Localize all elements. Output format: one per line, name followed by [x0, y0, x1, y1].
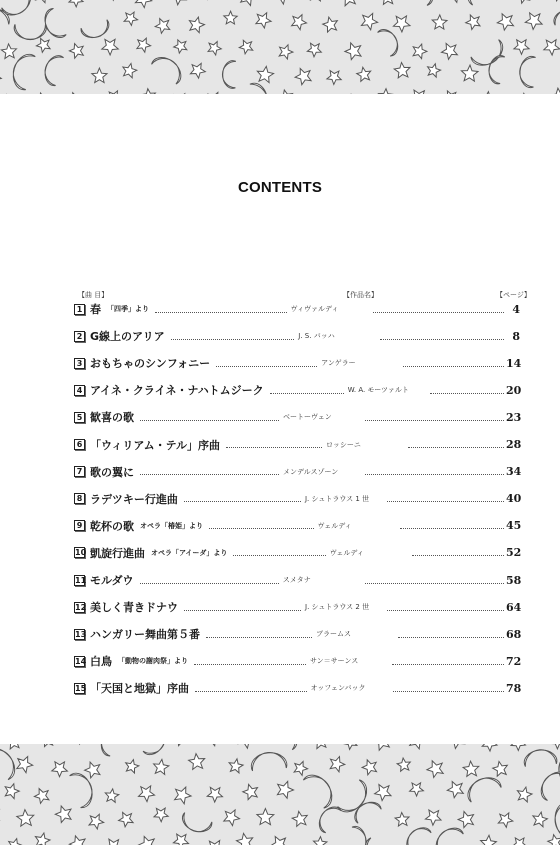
- moon-shape: [431, 822, 464, 845]
- moon-shape: [303, 769, 338, 809]
- star-shape: [393, 16, 410, 32]
- star-shape: [380, 0, 395, 4]
- star-shape: [397, 758, 410, 771]
- page-number: 40: [506, 492, 522, 506]
- dot-leader: [216, 366, 317, 367]
- star-shape: [544, 40, 560, 55]
- star-shape: [357, 67, 371, 81]
- song-title: 白鳥: [90, 655, 112, 669]
- star-shape: [189, 754, 205, 770]
- page-number: 4: [512, 302, 520, 316]
- star-shape: [105, 839, 121, 845]
- moon-shape: [40, 8, 66, 42]
- star-shape: [345, 43, 361, 60]
- star-shape: [461, 65, 478, 81]
- track-number-badge: 15: [75, 683, 87, 693]
- star-shape: [443, 91, 457, 94]
- star-shape: [292, 15, 307, 30]
- star-shape: [458, 812, 473, 828]
- track-number-badge: 11: [75, 575, 87, 585]
- star-shape: [493, 762, 508, 777]
- star-shape: [174, 744, 187, 746]
- star-shape: [6, 744, 20, 749]
- dot-leader: [392, 664, 504, 665]
- star-shape: [69, 44, 83, 59]
- song-subtitle: オペラ「椿姫」より: [140, 521, 203, 530]
- dot-leader: [393, 691, 505, 692]
- star-shape: [241, 0, 257, 6]
- star-shape: [170, 0, 186, 5]
- star-shape: [395, 813, 409, 827]
- star-shape: [448, 744, 465, 749]
- star-shape: [85, 762, 100, 778]
- song-title: 歌の翼に: [90, 465, 134, 479]
- page-number: 45: [506, 519, 522, 533]
- composer-name: ロッシーニ: [326, 440, 361, 449]
- star-shape: [410, 783, 424, 796]
- toc-row: [74, 491, 520, 507]
- star-shape: [257, 809, 274, 825]
- page-number: 78: [506, 681, 522, 695]
- page-number: 52: [506, 546, 522, 560]
- star-shape: [373, 744, 389, 750]
- composer-name: J. S. バッハ: [298, 332, 335, 341]
- star-shape: [119, 812, 134, 826]
- star-shape: [344, 744, 357, 749]
- page-number: 68: [506, 627, 522, 641]
- star-shape: [36, 38, 50, 52]
- dot-leader: [373, 312, 505, 313]
- star-shape: [229, 759, 243, 773]
- star-shape: [482, 744, 497, 751]
- moon-shape: [377, 26, 402, 57]
- decorative-footer-band: [0, 744, 560, 845]
- toc-row: [74, 518, 520, 534]
- star-shape: [137, 38, 151, 52]
- toc-row: [74, 464, 520, 480]
- toc-row: [74, 653, 520, 669]
- star-shape: [463, 761, 479, 776]
- star-shape: [362, 760, 376, 775]
- toc-row: [74, 545, 520, 561]
- song-title: 春: [90, 303, 101, 316]
- dot-leader: [140, 583, 279, 584]
- composer-name: アンゲラー: [321, 359, 356, 368]
- dot-leader: [233, 555, 325, 556]
- toc-row: [74, 680, 520, 696]
- page-number: 34: [506, 465, 522, 479]
- star-shape: [208, 42, 221, 55]
- star-shape: [551, 0, 560, 1]
- star-shape: [189, 17, 204, 33]
- stars-moons-pattern: [0, 0, 560, 94]
- composer-name: サン＝サーンス: [310, 657, 359, 666]
- dot-leader: [380, 339, 504, 340]
- column-header-title: 【曲 目】: [78, 291, 109, 299]
- track-number-badge: 1: [74, 304, 85, 315]
- star-shape: [224, 810, 240, 826]
- star-shape: [139, 836, 155, 845]
- star-shape: [89, 814, 104, 829]
- moon-shape: [407, 0, 439, 6]
- dot-leader: [408, 447, 504, 448]
- song-title: 凱旋行進曲: [90, 546, 145, 560]
- column-header-composer: 【作品名】: [343, 291, 378, 299]
- star-shape: [314, 837, 327, 845]
- star-shape: [224, 11, 237, 24]
- song-subtitle: オペラ「アイーダ」より: [151, 548, 228, 557]
- star-shape: [175, 787, 192, 804]
- page-number: 72: [506, 654, 522, 668]
- dot-leader: [184, 610, 301, 611]
- star-shape: [379, 89, 394, 94]
- composer-name: ヴェルディ: [329, 548, 364, 557]
- star-shape: [466, 15, 480, 30]
- star-shape: [5, 784, 19, 799]
- moon-shape: [250, 751, 287, 771]
- moon-shape: [552, 7, 560, 25]
- star-shape: [533, 812, 548, 827]
- star-shape: [207, 92, 223, 94]
- song-title: モルダウ: [90, 574, 134, 587]
- dot-leader: [140, 474, 279, 475]
- track-number-badge: 6: [74, 439, 85, 450]
- star-shape: [0, 69, 1, 85]
- toc-row: [74, 599, 520, 615]
- star-shape: [425, 810, 441, 825]
- star-shape: [295, 69, 311, 85]
- star-shape: [257, 66, 273, 82]
- track-number-badge: 8: [74, 493, 85, 504]
- star-shape: [154, 808, 168, 822]
- composer-name: メンデルスゾーン: [283, 467, 339, 476]
- star-shape: [9, 839, 22, 845]
- track-number-badge: 4: [74, 385, 85, 396]
- star-shape: [525, 13, 542, 30]
- moon-shape: [0, 6, 10, 27]
- dot-leader: [400, 528, 505, 529]
- moon-shape: [41, 53, 63, 86]
- page-number: 23: [506, 410, 522, 424]
- composer-name: スメタナ: [282, 576, 311, 584]
- toc-row: [74, 437, 520, 453]
- star-shape: [35, 0, 50, 3]
- composer-name: ベートーヴェン: [283, 413, 332, 422]
- dot-leader: [155, 312, 287, 313]
- track-number-badge: 2: [74, 331, 85, 342]
- star-shape: [237, 833, 253, 845]
- moon-shape: [80, 20, 111, 42]
- dot-leader: [195, 691, 307, 692]
- toc-row: [74, 328, 520, 344]
- toc-row: [74, 626, 520, 642]
- star-shape: [550, 88, 560, 94]
- star-shape: [102, 39, 119, 55]
- star-shape: [497, 14, 513, 30]
- decorative-header-band: [0, 0, 560, 94]
- star-shape: [207, 787, 222, 802]
- star-shape: [307, 43, 321, 57]
- star-shape: [34, 789, 49, 804]
- page-number: 20: [506, 383, 522, 397]
- dot-leader: [365, 420, 504, 421]
- star-shape: [413, 44, 427, 59]
- star-shape: [35, 833, 50, 845]
- dot-leader: [209, 528, 314, 529]
- star-shape: [17, 810, 34, 827]
- moon-shape: [519, 56, 536, 88]
- star-shape: [447, 782, 463, 798]
- star-shape: [1, 44, 16, 59]
- dot-leader: [171, 339, 295, 340]
- toc-row: [74, 301, 520, 317]
- star-shape: [135, 0, 151, 8]
- star-shape: [277, 781, 293, 798]
- track-number-badge: 3: [74, 358, 85, 369]
- star-shape: [340, 0, 356, 6]
- track-number-badge: 12: [75, 602, 87, 612]
- song-subtitle: 「四季」より: [107, 305, 149, 313]
- column-header-page: 【ページ】: [496, 291, 531, 299]
- composer-name: W. A. モーツァルト: [347, 386, 409, 395]
- star-shape: [92, 68, 107, 83]
- star-shape: [548, 835, 560, 845]
- dot-leader: [412, 555, 504, 556]
- star-shape: [279, 45, 293, 59]
- star-shape: [52, 762, 68, 777]
- page-number: 64: [506, 600, 522, 614]
- star-shape: [330, 757, 345, 772]
- star-shape: [35, 93, 49, 94]
- star-shape: [256, 13, 271, 28]
- song-title: 乾杯の歌: [90, 519, 134, 533]
- dot-leader: [206, 637, 312, 638]
- composer-name: ヴェルディ: [317, 521, 352, 530]
- song-title: ハンガリー舞曲第５番: [90, 628, 200, 642]
- star-shape: [108, 91, 121, 94]
- star-shape: [41, 744, 54, 747]
- dot-leader: [387, 610, 504, 611]
- star-shape: [517, 787, 532, 802]
- star-shape: [69, 0, 83, 7]
- star-shape: [205, 744, 221, 746]
- star-shape: [375, 785, 391, 801]
- song-title: おもちゃのシンフォニー: [90, 357, 211, 371]
- track-number-badge: 13: [75, 629, 87, 639]
- star-shape: [427, 761, 443, 778]
- composer-name: ヴィヴァルディ: [290, 305, 339, 313]
- star-shape: [17, 757, 33, 773]
- toc-row: [74, 572, 520, 588]
- stars-moons-pattern: [0, 744, 560, 845]
- dot-leader: [365, 583, 504, 584]
- page-number: 8: [512, 329, 520, 343]
- star-shape: [190, 63, 205, 78]
- star-shape: [238, 744, 254, 748]
- song-title: ラデツキー行進曲: [90, 492, 178, 506]
- dot-leader: [226, 447, 322, 448]
- moon-shape: [551, 802, 560, 842]
- star-shape: [517, 93, 533, 94]
- song-title: 「ウィリアム・テル」序曲: [90, 438, 221, 452]
- song-title: G線上のアリア: [90, 330, 165, 344]
- moon-shape: [463, 772, 502, 802]
- star-shape: [498, 813, 513, 827]
- star-shape: [278, 90, 292, 94]
- moon-shape: [402, 823, 432, 845]
- star-shape: [481, 835, 497, 845]
- star-shape: [141, 89, 155, 94]
- dot-leader: [270, 393, 344, 394]
- dot-leader: [430, 393, 504, 394]
- page-number: 58: [506, 573, 522, 587]
- dot-leader: [184, 501, 301, 502]
- dot-leader: [398, 637, 504, 638]
- star-shape: [173, 834, 188, 845]
- composer-name: オッフェンバック: [310, 684, 366, 693]
- track-number-badge: 7: [74, 466, 85, 477]
- moon-shape: [350, 797, 381, 823]
- toc-row: [74, 409, 520, 425]
- star-shape: [516, 0, 529, 3]
- dot-leader: [140, 420, 279, 421]
- moon-shape: [487, 54, 505, 84]
- toc-row: [74, 382, 520, 398]
- star-shape: [126, 760, 139, 773]
- moon-shape: [351, 826, 366, 845]
- page-number: 28: [506, 438, 522, 451]
- star-shape: [68, 93, 82, 94]
- star-shape: [294, 762, 308, 776]
- star-shape: [513, 838, 527, 845]
- toc-row: [74, 355, 520, 371]
- moon-shape: [250, 83, 268, 94]
- dot-leader: [194, 664, 306, 665]
- song-subtitle: 「動物の謝肉祭」より: [118, 657, 188, 666]
- star-shape: [308, 0, 324, 1]
- star-shape: [432, 15, 447, 29]
- star-shape: [154, 759, 169, 774]
- star-shape: [174, 40, 187, 53]
- star-shape: [511, 744, 525, 750]
- star-shape: [207, 841, 224, 845]
- page-title: CONTENTS: [237, 179, 323, 196]
- track-number-badge: 5: [74, 412, 85, 423]
- star-shape: [361, 13, 377, 29]
- moon-shape: [97, 744, 121, 757]
- star-shape: [442, 43, 458, 59]
- track-number-badge: 9: [74, 520, 85, 531]
- star-shape: [55, 806, 71, 823]
- moon-shape: [0, 744, 21, 780]
- star-shape: [410, 744, 426, 749]
- star-shape: [139, 786, 155, 802]
- star-shape: [323, 17, 338, 32]
- star-shape: [313, 744, 328, 749]
- star-shape: [239, 40, 252, 54]
- star-shape: [105, 789, 119, 802]
- star-shape: [155, 19, 170, 34]
- moon-shape: [222, 60, 236, 88]
- moon-shape: [523, 748, 557, 766]
- composer-name: J. シュトラウス 1 世: [304, 494, 370, 503]
- page-number: 14: [506, 356, 522, 370]
- star-shape: [124, 12, 138, 25]
- star-shape: [274, 0, 290, 4]
- moon-shape: [314, 802, 341, 833]
- song-title: 美しく青きドナウ: [90, 601, 178, 615]
- star-shape: [394, 63, 410, 78]
- star-shape: [123, 64, 137, 78]
- star-shape: [447, 0, 463, 2]
- moon-shape: [462, 0, 503, 6]
- star-shape: [327, 71, 341, 85]
- track-number-badge: 10: [75, 548, 87, 558]
- moon-shape: [14, 24, 46, 39]
- composer-name: J. シュトラウス 2 世: [305, 603, 370, 612]
- moon-shape: [143, 744, 171, 759]
- moon-shape: [535, 766, 560, 801]
- star-shape: [243, 784, 258, 799]
- moon-shape: [179, 812, 212, 835]
- dot-leader: [387, 501, 504, 502]
- dot-leader: [365, 474, 504, 475]
- song-title: アイネ・クライネ・ナハトムジーク: [90, 384, 264, 398]
- moon-shape: [337, 779, 373, 818]
- star-shape: [550, 744, 560, 749]
- song-title: 歓喜の歌: [90, 411, 134, 425]
- moon-shape: [266, 744, 302, 750]
- star-shape: [481, 92, 494, 94]
- star-shape: [514, 40, 529, 55]
- song-title: 「天国と地獄」序曲: [90, 682, 189, 696]
- star-shape: [271, 837, 288, 845]
- track-number-badge: 14: [75, 656, 87, 666]
- composer-name: ブラームス: [316, 630, 351, 639]
- star-shape: [292, 811, 307, 826]
- star-shape: [428, 64, 441, 77]
- star-shape: [410, 90, 427, 94]
- star-shape: [69, 836, 85, 845]
- dot-leader: [403, 366, 504, 367]
- moon-shape: [151, 52, 186, 85]
